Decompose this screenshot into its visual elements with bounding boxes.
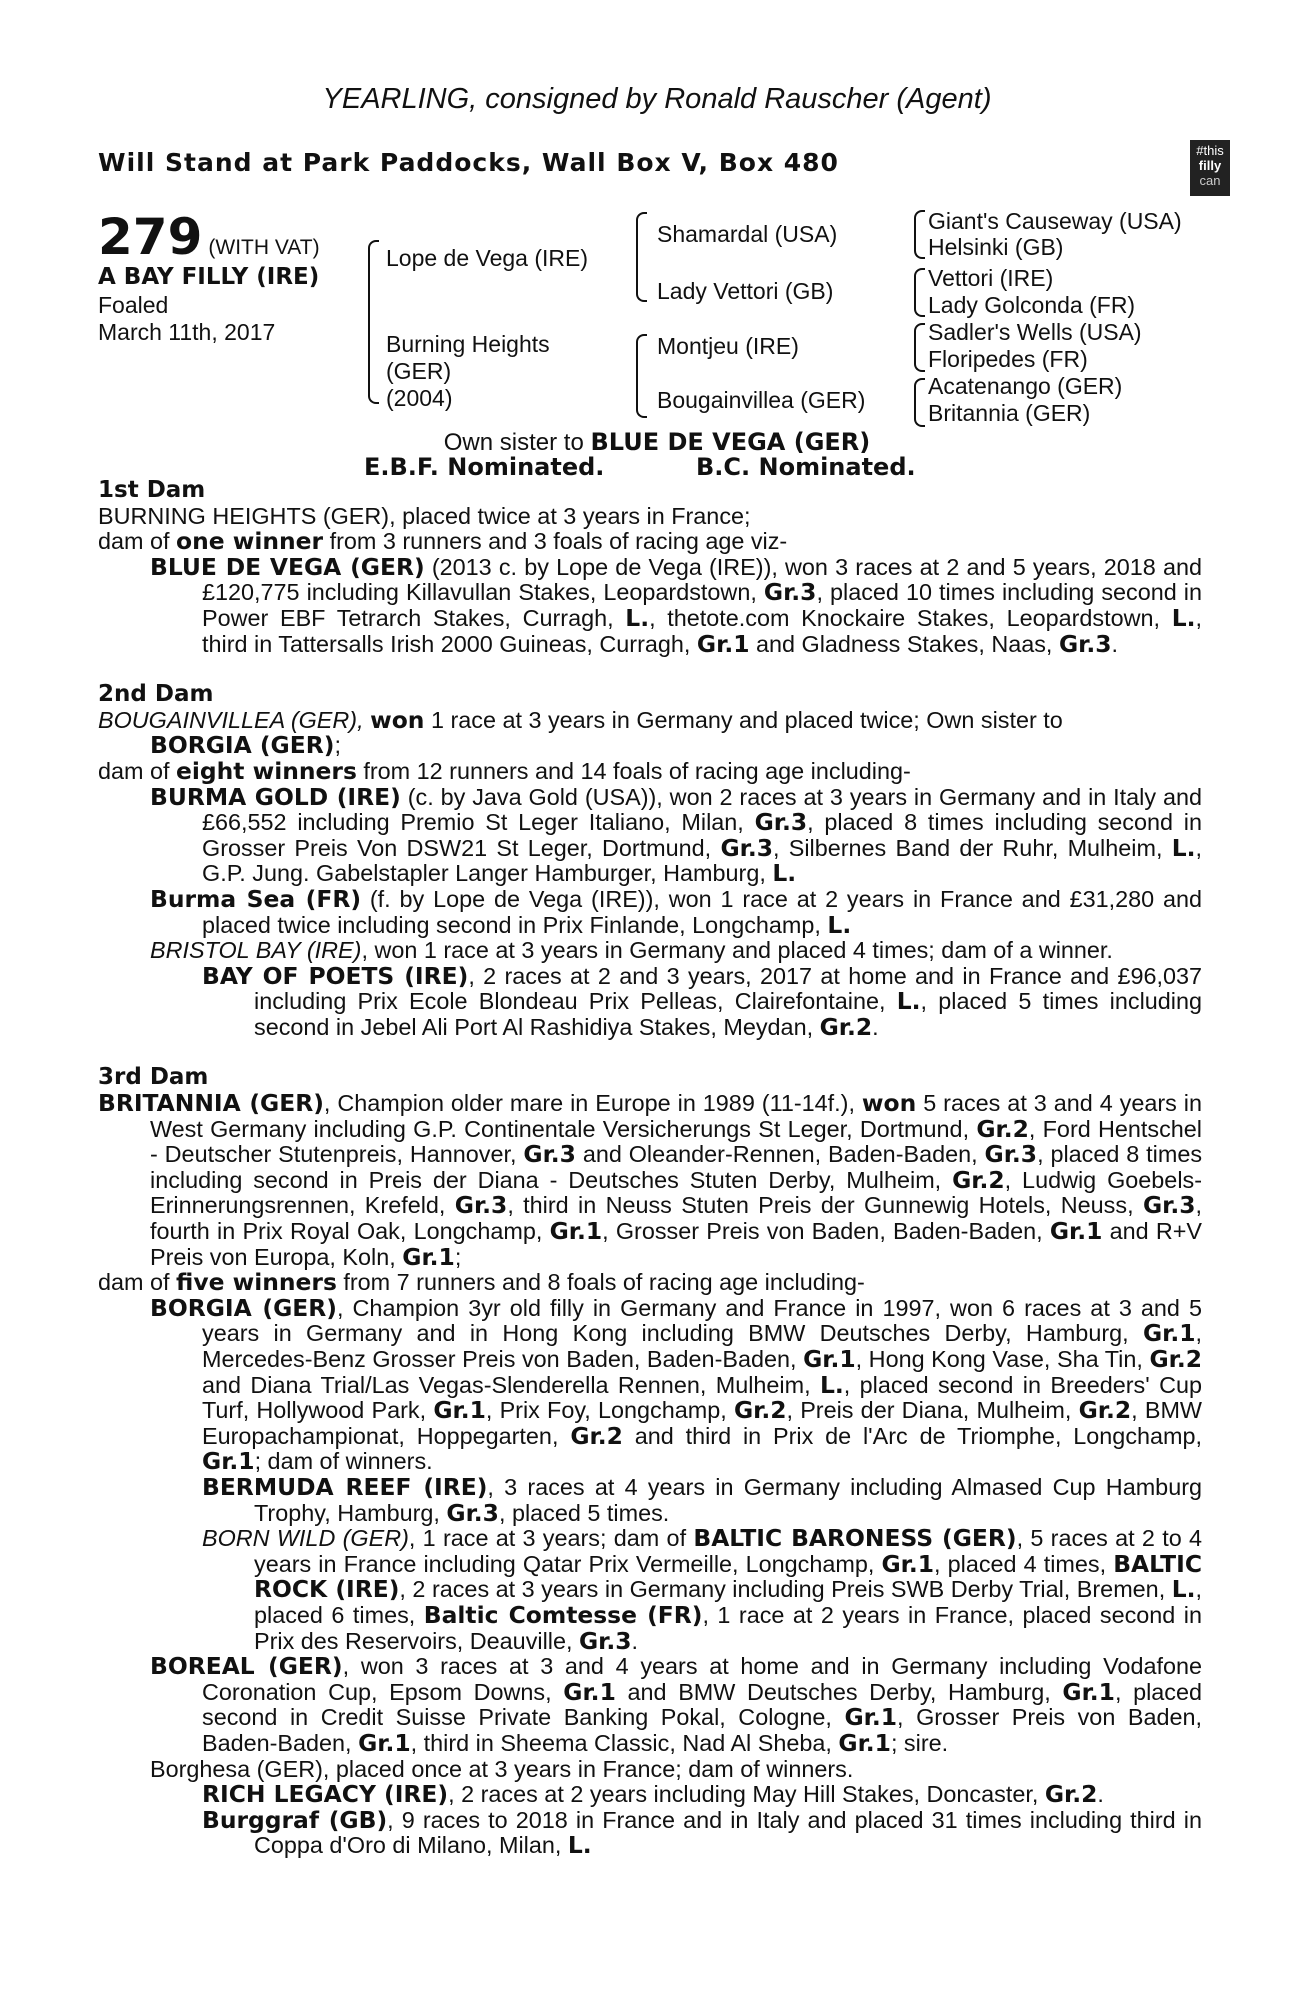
born-wild-entry: BORN WILD (GER), 1 race at 3 years; dam of BALTIC BARONESS (GER), 5 races at 2 to 4 years in France including Qatar Prix Vermeille, Longchamp, Gr.1, placed 4 times, BALTIC ROCK (IRE), 2 races at 3 years in Germany including Preis SWB Derby Trial, Bremen, L., placed 6 times, Baltic Comtesse (FR), 1 race at 2 years in France, placed second in Prix des Reservoirs, Deauville, Gr.3. bbox=[202, 1524, 1203, 1655]
own-sister-name: BLUE DE VEGA (GER) bbox=[590, 428, 871, 456]
foaled-date: March 11th, 2017 bbox=[98, 319, 276, 345]
foaled-label: Foaled bbox=[98, 292, 169, 318]
second-dam-produce: dam of eight winners from 12 runners and 14 foals of racing age including- bbox=[98, 756, 911, 785]
third-dam-produce: dam of five winners from 7 runners and 8 foals of racing age including- bbox=[98, 1268, 865, 1297]
first-dam-line: BURNING HEIGHTS (GER), placed twice at 3 years in France; bbox=[98, 502, 751, 529]
own-sister-line bbox=[0, 428, 1314, 457]
lot-heading bbox=[98, 208, 320, 266]
dam-line-1: Burning Heights bbox=[386, 331, 550, 357]
bc-nominated: B.C. Nominated. bbox=[696, 453, 916, 481]
first-dam-heading: 1st Dam bbox=[98, 477, 206, 503]
dam bbox=[386, 331, 550, 412]
sd-sire: Vettori (IRE) bbox=[928, 265, 1054, 291]
ds-sire: Sadler's Wells (USA) bbox=[928, 319, 1142, 345]
lot-vat: (WITH VAT) bbox=[208, 236, 320, 259]
blue-de-vega-entry: BLUE DE VEGA (GER) (2013 c. by Lope de Vega (IRE)), won 3 races at 2 and 5 years, 2018 and £120,775 including Killavullan Stakes, Leopardstown, Gr.3, placed 10 times including second in Power EBF Tetrarch Stakes, Curragh, L., thetote.com Knockaire Stakes, Leopardstown, L., third in Tattersalls Irish 2000 Guineas, Curragh, Gr.1 and Gladness Stakes, Naas, Gr.3. bbox=[150, 552, 1203, 658]
this-filly-can-logo bbox=[1190, 140, 1230, 196]
burma-sea-entry: Burma Sea (FR) (f. by Lope de Vega (IRE)), won 1 race at 2 years in France and £31,280 and placed twice including second in Prix Finlande, Longchamp, L. bbox=[150, 884, 1202, 939]
pedigree-brace-7 bbox=[914, 378, 925, 427]
dam-sire: Montjeu (IRE) bbox=[657, 333, 799, 359]
ss-sire: Giant's Causeway (USA) bbox=[928, 208, 1182, 234]
sire: Lope de Vega (IRE) bbox=[386, 245, 589, 271]
ds-dam: Floripedes (FR) bbox=[928, 346, 1088, 372]
second-dam-line: BOUGAINVILLEA (GER), won 1 race at 3 years in Germany and placed twice; Own sister to BORGIA (GER); bbox=[98, 705, 1063, 760]
sire-dam: Lady Vettori (GB) bbox=[657, 278, 834, 304]
stand-location: Will Stand at Park Paddocks, Wall Box V, Box 480 bbox=[98, 148, 839, 177]
sd-dam: Lady Golconda (FR) bbox=[928, 292, 1136, 318]
borgia-entry: BORGIA (GER), Champion 3yr old filly in Germany and France in 1997, won 6 races at 3 and 5 years in Germany and in Hong Kong including BMW Deutsches Derby, Hamburg, Gr.1, Mercedes-Benz Grosser Preis von Baden, Baden-Baden, Gr.1, Hong Kong Vase, Sha Tin, Gr.2 and Diana Trial/Las Vegas-Slenderella Rennen, Mulheim, L., placed second in Breeders' Cup Turf, Hollywood Park, Gr.1, Prix Foy, Longchamp, Gr.2, Preis der Diana, Mulheim, Gr.2, BMW Europachampionat, Hoppegarten, Gr.2 and third in Prix de l'Arc de Triomphe, Longchamp, Gr.1; dam of winners. bbox=[150, 1293, 1203, 1476]
bay-of-poets-entry: BAY OF POETS (IRE), 2 races at 2 and 3 years, 2017 at home and in France and £96,037 including Prix Ecole Blondeau Prix Pelleas, Clairefontaine, L., placed 5 times including second in Jebel Ali Port Al Rashidiya Stakes, Meydan, Gr.2. bbox=[202, 961, 1203, 1041]
foaled bbox=[98, 292, 275, 346]
pedigree-brace-1 bbox=[368, 240, 379, 404]
rich-legacy-entry: RICH LEGACY (IRE), 2 races at 2 years including May Hill Stakes, Doncaster, Gr.2. bbox=[202, 1780, 1104, 1809]
burma-gold-entry: BURMA GOLD (IRE) (c. by Java Gold (USA)), won 2 races at 3 years in Germany and in Italy and £66,552 including Premio St Leger Italiano, Milan, Gr.3, placed 8 times including second in Grosser Preis Von DSW21 St Leger, Dortmund, Gr.3, Silbernes Band der Ruhr, Mulheim, L., G.P. Jung. Gabelstapler Langer Hamburger, Hamburg, L. bbox=[150, 782, 1203, 888]
logo-line-1: #this bbox=[1196, 143, 1224, 158]
dam-line-2: (GER) bbox=[386, 358, 452, 384]
bristol-bay-entry: BRISTOL BAY (IRE), won 1 race at 3 years in Germany and placed 4 times; dam of a winner. bbox=[150, 937, 1113, 964]
dd-sire: Acatenango (GER) bbox=[928, 373, 1123, 399]
boreal-entry: BOREAL (GER), won 3 races at 3 and 4 years at home and in Germany including Vodafone Coronation Cup, Epsom Downs, Gr.1 and BMW Deutsches Derby, Hamburg, Gr.1, placed second in Credit Suisse Private Banking Pokal, Cologne, Gr.1, Grosser Preis von Baden, Baden-Baden, Gr.1, third in Sheema Classic, Nad Al Sheba, Gr.1; sire. bbox=[150, 1652, 1203, 1757]
dam-dam: Bougainvillea (GER) bbox=[657, 387, 866, 413]
horse-name: A BAY FILLY (IRE) bbox=[98, 264, 320, 290]
own-sister-prefix: Own sister to bbox=[443, 429, 584, 456]
third-dam-heading: 3rd Dam bbox=[98, 1064, 209, 1091]
dam-line-3: (2004) bbox=[386, 385, 453, 411]
pedigree-brace-3 bbox=[636, 334, 647, 418]
second-dam-heading: 2nd Dam bbox=[98, 681, 214, 708]
pedigree-brace-4 bbox=[914, 210, 925, 259]
borghesa-entry: Borghesa (GER), placed once at 3 years in France; dam of winners. bbox=[150, 1755, 854, 1782]
logo-line-2: filly bbox=[1198, 158, 1222, 173]
pedigree-brace-6 bbox=[914, 323, 925, 372]
pedigree-brace-2 bbox=[636, 212, 647, 302]
pedigree-brace-5 bbox=[914, 268, 925, 317]
lot-number: 279 bbox=[98, 208, 203, 266]
ebf-nominated: E.B.F. Nominated. bbox=[364, 453, 605, 481]
dd-dam: Britannia (GER) bbox=[928, 400, 1091, 426]
ss-dam: Helsinki (GB) bbox=[928, 234, 1064, 260]
logo-line-3: can bbox=[1199, 173, 1221, 188]
page-title: YEARLING, consigned by Ronald Rauscher (Agent) bbox=[322, 83, 992, 115]
first-dam-produce: dam of one winner from 3 runners and 3 foals of racing age viz- bbox=[98, 527, 788, 556]
burggraf-entry: Burggraf (GB), 9 races to 2018 in France and in Italy and placed 31 times including third in Coppa d'Oro di Milano, Milan, L. bbox=[202, 1805, 1202, 1860]
bermuda-reef-entry: BERMUDA REEF (IRE), 3 races at 4 years in Germany including Almased Cup Hamburg Trophy, Hamburg, Gr.3, placed 5 times. bbox=[202, 1472, 1203, 1527]
pedigree-notes bbox=[98, 478, 1202, 1859]
sire-sire: Shamardal (USA) bbox=[657, 221, 838, 247]
britannia-entry: BRITANNIA (GER), Champion older mare in Europe in 1989 (11-14f.), won 5 races at 3 and 4 years in West Germany including G.P. Continentale Versicherungs St Leger, Dortmund, Gr.2, Ford Hentschel - Deutscher Stutenpreis, Hannover, Gr.3 and Oleander-Rennen, Baden-Baden, Gr.3, placed 8 times including second in Preis der Diana - Deutsches Stuten Derby, Mulheim, Gr.2, Ludwig Goebels-Erinnerungsrennen, Krefeld, Gr.3, third in Neuss Stuten Preis der Gunnewig Hotels, Neuss, Gr.3, fourth in Prix Royal Oak, Longchamp, Gr.1, Grosser Preis von Baden, Baden-Baden, Gr.1 and R+V Preis von Europa, Koln, Gr.1; bbox=[98, 1089, 1203, 1271]
